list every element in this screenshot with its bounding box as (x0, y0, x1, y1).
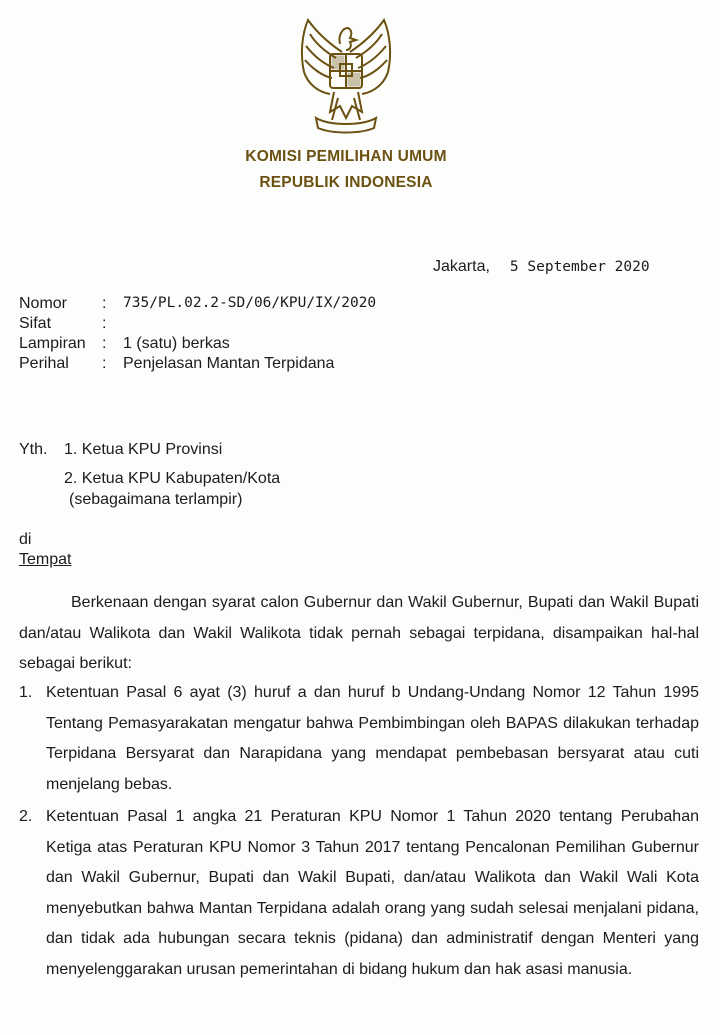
list-item (19, 678, 699, 800)
letter-date: 5 September 2020 (509, 259, 650, 275)
recipient-1: 1. Ketua KPU Provinsi (64, 441, 223, 458)
city: Jakarta, (433, 258, 490, 275)
colon: : (102, 315, 107, 332)
lampiran-value: 1 (satu) berkas (123, 335, 230, 352)
points-list (19, 678, 699, 985)
recipient-note: (sebagaimana terlampir) (69, 491, 243, 508)
list-number: 2. (19, 808, 33, 825)
nomor-value: 735/PL.02.2-SD/06/KPU/IX/2020 (123, 295, 377, 311)
tempat-label: Tempat (19, 551, 72, 568)
lampiran-label: Lampiran (19, 335, 86, 352)
garuda-emblem-icon (290, 14, 402, 138)
perihal-label: Perihal (19, 355, 69, 372)
list-text: Ketentuan Pasal 1 angka 21 Peraturan KPU Nomor 1 Tahun 2020 tentang Perubahan Ketiga atas Peraturan KPU Nomor 3 Tahun 2017 tentang Pencalonan Pemilihan Gubernur dan Wakil Gubernur, Bupati dan Wakil Bupati, dan/atau Walikota dan Wakil Wali Kota menyebutkan bahwa Mantan Terpidana adalah orang yang sudah selesai menjalani pidana, dan tidak ada hubungan secara teknis (pidana) dan administratif dengan Menteri yang menyelenggarakan urusan pemerintahan di bidang hukum dan hak asasi manusia. (46, 808, 699, 978)
recipient-2: 2. Ketua KPU Kabupaten/Kota (64, 470, 281, 487)
sifat-label: Sifat (19, 315, 52, 332)
list-number: 1. (19, 684, 33, 701)
colon: : (102, 335, 107, 352)
nomor-label: Nomor (19, 295, 68, 312)
di-label: di (19, 531, 32, 548)
list-text: Ketentuan Pasal 6 ayat (3) huruf a dan huruf b Undang-Undang Nomor 12 Tahun 1995 Tentang Pemasyarakatan mengatur bahwa Pembimbingan oleh BAPAS dilakukan terhadap Terpidana Bersyarat dan Narapidana yang mendapat pembebasan bersyarat atau cuti menjelang bebas. (46, 684, 699, 793)
country-name: REPUBLIK INDONESIA (259, 174, 433, 191)
colon: : (102, 295, 107, 312)
perihal-value: Penjelasan Mantan Terpidana (123, 355, 335, 372)
institution-name: KOMISI PEMILIHAN UMUM (245, 148, 447, 165)
list-item (19, 802, 699, 985)
date-line (433, 258, 650, 276)
intro-paragraph: Berkenaan dengan syarat calon Gubernur dan Wakil Gubernur, Bupati dan Wakil Bupati dan/atau Walikota dan Wakil Walikota tidak pernah sebagai terpidana, disampaikan hal-hal sebagai berikut: (19, 594, 699, 672)
colon: : (102, 355, 107, 372)
yth-label: Yth. (19, 441, 48, 458)
